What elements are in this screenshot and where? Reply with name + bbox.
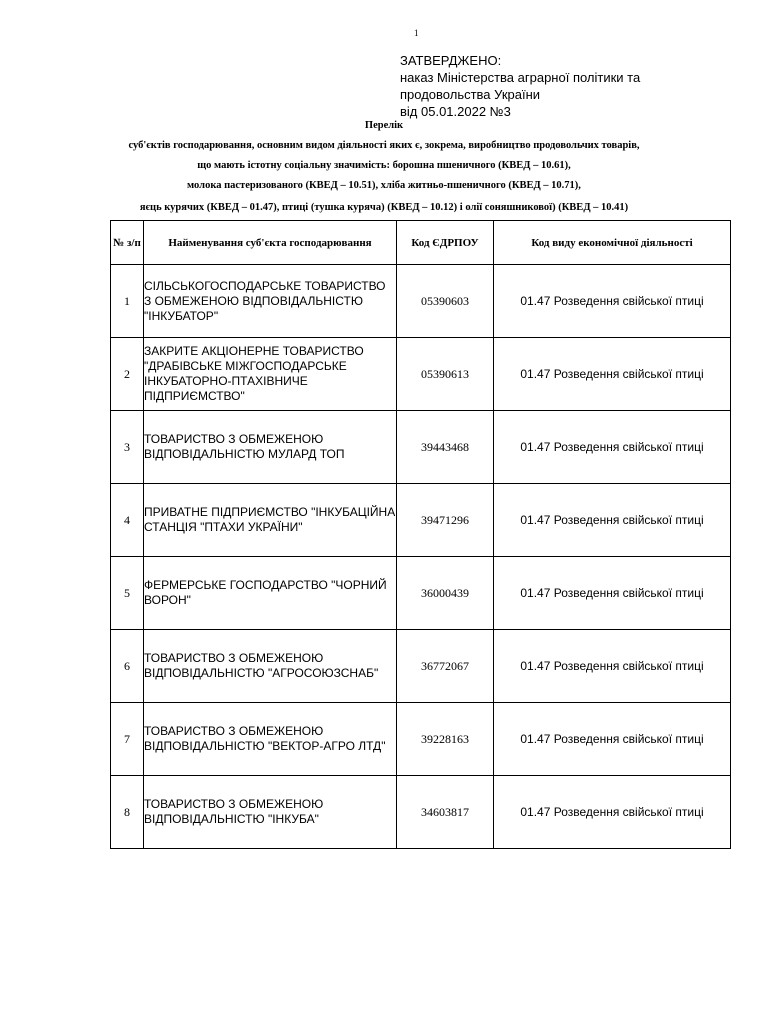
row-code: 39443468: [397, 411, 494, 484]
heading-line-3: молока пастеризованого (КВЕД – 10.51), хліба житньо-пшеничного (КВЕД – 10.71),: [187, 180, 581, 191]
table-row: [111, 557, 731, 630]
row-name: ФЕРМЕРСЬКЕ ГОСПОДАРСТВО "ЧОРНИЙ ВОРОН": [144, 557, 397, 630]
header-code: Код ЄДРПОУ: [397, 221, 494, 265]
row-activity: 01.47 Розведення свійської птиці: [494, 776, 731, 849]
row-name: ТОВАРИСТВО З ОБМЕЖЕНОЮ ВІДПОВІДАЛЬНІСТЮ МУЛАРД ТОП: [144, 411, 397, 484]
row-code: 39471296: [397, 484, 494, 557]
page-number: 1: [414, 28, 419, 38]
row-name: ТОВАРИСТВО З ОБМЕЖЕНОЮ ВІДПОВІДАЛЬНІСТЮ "ІНКУБА": [144, 776, 397, 849]
row-activity: 01.47 Розведення свійської птиці: [494, 338, 731, 411]
row-num: 6: [111, 630, 144, 703]
table-header-row: [111, 221, 731, 265]
row-num: 4: [111, 484, 144, 557]
table-row: [111, 265, 731, 338]
header-activity: Код виду економічної діяльності: [494, 221, 731, 265]
table-row: [111, 411, 731, 484]
row-code: 36772067: [397, 630, 494, 703]
row-code: 36000439: [397, 557, 494, 630]
row-activity: 01.47 Розведення свійської птиці: [494, 703, 731, 776]
row-activity: 01.47 Розведення свійської птиці: [494, 557, 731, 630]
row-name: ТОВАРИСТВО З ОБМЕЖЕНОЮ ВІДПОВІДАЛЬНІСТЮ "ВЕКТОР-АГРО ЛТД": [144, 703, 397, 776]
row-num: 8: [111, 776, 144, 849]
table-row: [111, 630, 731, 703]
row-code: 34603817: [397, 776, 494, 849]
row-code: 05390603: [397, 265, 494, 338]
row-name: СІЛЬСЬКОГОСПОДАРСЬКЕ ТОВАРИСТВО З ОБМЕЖЕНОЮ ВІДПОВІДАЛЬНІСТЮ "ІНКУБАТОР": [144, 265, 397, 338]
row-num: 7: [111, 703, 144, 776]
header-name: Найменування суб'єкта господарювання: [144, 221, 397, 265]
table-row: [111, 484, 731, 557]
heading-title: Перелік: [364, 120, 404, 131]
header-num: № з/п: [111, 221, 144, 265]
row-name: ПРИВАТНЕ ПІДПРИЄМСТВО "ІНКУБАЦІЙНА СТАНЦІЯ "ПТАХИ УКРАЇНИ": [144, 484, 397, 557]
approval-line-3: від 05.01.2022 №3: [400, 104, 511, 119]
row-num: 3: [111, 411, 144, 484]
row-activity: 01.47 Розведення свійської птиці: [494, 630, 731, 703]
heading-line-2: що мають істотну соціальну значимість: борошна пшеничного (КВЕД – 10.61),: [197, 160, 571, 171]
heading-line-4: яєць курячих (КВЕД – 01.47), птиці (тушка куряча) (КВЕД – 10.12) і олії соняшникової) (КВЕД – 10.41): [139, 202, 629, 213]
row-name: ТОВАРИСТВО З ОБМЕЖЕНОЮ ВІДПОВІДАЛЬНІСТЮ "АГРОСОЮЗСНАБ": [144, 630, 397, 703]
row-activity: 01.47 Розведення свійської птиці: [494, 265, 731, 338]
approval-line-1: наказ Міністерства аграрної політики та: [400, 70, 641, 85]
approval-block: [400, 52, 640, 120]
registry-table: [110, 220, 731, 849]
row-code: 05390613: [397, 338, 494, 411]
table-row: [111, 776, 731, 849]
row-activity: 01.47 Розведення свійської птиці: [494, 411, 731, 484]
row-num: 5: [111, 557, 144, 630]
approval-line-2: продовольства України: [400, 87, 541, 102]
row-activity: 01.47 Розведення свійської птиці: [494, 484, 731, 557]
row-num: 1: [111, 265, 144, 338]
table-row: [111, 703, 731, 776]
row-code: 39228163: [397, 703, 494, 776]
approval-title: ЗАТВЕРДЖЕНО:: [400, 53, 502, 68]
table-row: [111, 338, 731, 411]
heading-line-1: суб'єктів господарювання, основним видом діяльності яких є, зокрема, виробництво продовольчих товарів,: [128, 140, 640, 151]
row-num: 2: [111, 338, 144, 411]
row-name: ЗАКРИТЕ АКЦІОНЕРНЕ ТОВАРИСТВО "ДРАБІВСЬКЕ МІЖГОСПОДАРСЬКЕ ІНКУБАТОРНО-ПТАХІВНИЧЕ ПІДПРИЄМСТВО": [144, 338, 397, 411]
